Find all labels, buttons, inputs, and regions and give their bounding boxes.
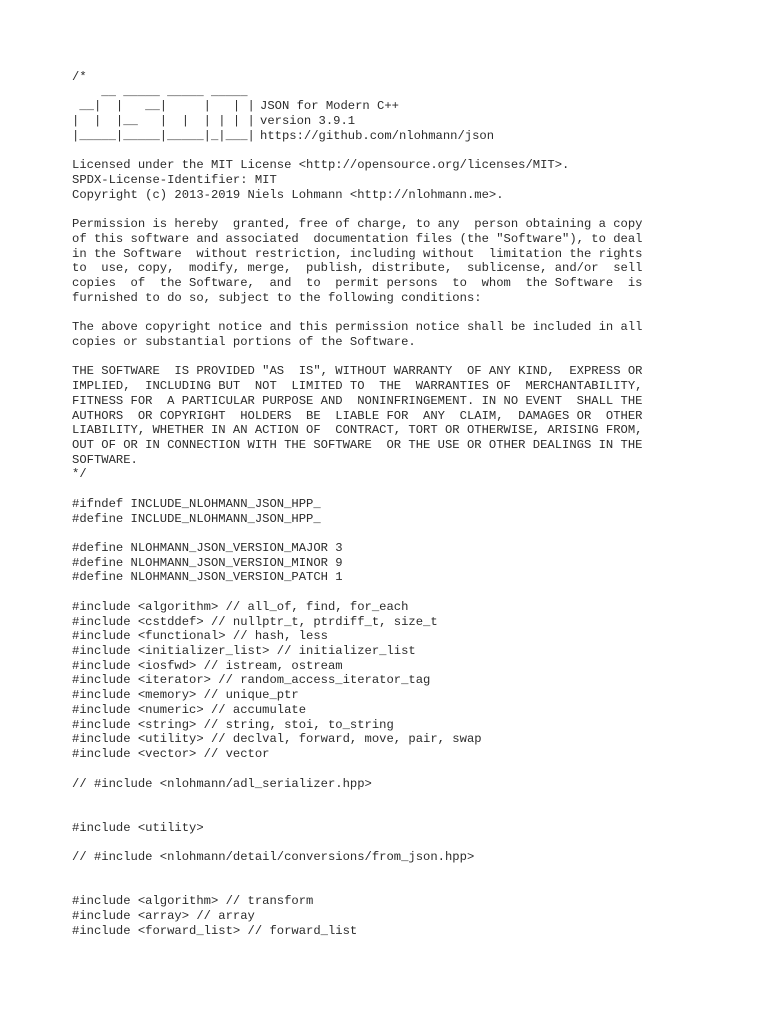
include-line: #include <utility> // declval, forward, move, pair, swap bbox=[72, 732, 482, 747]
warranty-line: AUTHORS OR COPYRIGHT HOLDERS BE LIABLE FOR ANY CLAIM, DAMAGES OR OTHER bbox=[72, 408, 643, 423]
warranty-line: FITNESS FOR A PARTICULAR PURPOSE AND NONINFRINGEMENT. IN NO EVENT SHALL THE bbox=[72, 393, 643, 408]
warranty-line: IMPLIED, INCLUDING BUT NOT LIMITED TO THE WARRANTIES OF MERCHANTABILITY, bbox=[72, 379, 643, 394]
license-line: SPDX-License-Identifier: MIT bbox=[72, 173, 277, 188]
logo-art-line: | | |__ | | | | | | bbox=[72, 114, 255, 129]
from-json-comment: // #include <nlohmann/detail/conversions/from_json.hpp> bbox=[72, 850, 475, 865]
logo-url: https://github.com/nlohmann/json bbox=[260, 128, 495, 143]
include-line: #include <numeric> // accumulate bbox=[72, 702, 307, 717]
warranty-line: LIABILITY, WHETHER IN AN ACTION OF CONTRACT, TORT OR OTHERWISE, ARISING FROM, bbox=[72, 423, 643, 438]
include-line: #include <vector> // vector bbox=[72, 747, 270, 762]
include-line: #include <initializer_list> // initializer_list bbox=[72, 644, 416, 659]
logo-art-line: |_____|_____|_____|_|___| bbox=[72, 128, 255, 143]
version-define-line: #define NLOHMANN_JSON_VERSION_MINOR 9 bbox=[72, 555, 343, 570]
comment-close: */ bbox=[72, 467, 87, 482]
comment-open: /* bbox=[72, 70, 87, 84]
guard-line: #ifndef INCLUDE_NLOHMANN_JSON_HPP_ bbox=[72, 496, 321, 511]
warranty-line: OUT OF OR IN CONNECTION WITH THE SOFTWARE OR THE USE OR OTHER DEALINGS IN THE bbox=[72, 437, 643, 452]
guard-line: #define INCLUDE_NLOHMANN_JSON_HPP_ bbox=[72, 511, 321, 526]
license-line: Copyright (c) 2013-2019 Niels Lohmann <http://nlohmann.me>. bbox=[72, 187, 504, 202]
include-line: #include <algorithm> // transform bbox=[72, 894, 314, 909]
include-line: #include <iosfwd> // istream, ostream bbox=[72, 658, 343, 673]
logo-art-line: __| | __| | | | bbox=[72, 99, 255, 114]
ascii-logo-block bbox=[72, 85, 732, 144]
logo-version: version 3.9.1 bbox=[260, 114, 356, 129]
adl-serializer-comment: // #include <nlohmann/adl_serializer.hpp> bbox=[72, 776, 372, 791]
includes-block-2 bbox=[72, 894, 732, 938]
include-line: #include <memory> // unique_ptr bbox=[72, 688, 299, 703]
warranty-paragraph bbox=[72, 364, 732, 467]
include-line: #include <array> // array bbox=[72, 908, 255, 923]
version-define-line: #define NLOHMANN_JSON_VERSION_MAJOR 3 bbox=[72, 541, 343, 555]
include-guard-block bbox=[72, 497, 732, 526]
include-line: #include <forward_list> // forward_list bbox=[72, 923, 358, 938]
include-line: #include <algorithm> // all_of, find, for_each bbox=[72, 599, 409, 614]
version-defines-block bbox=[72, 541, 732, 585]
version-define-line: #define NLOHMANN_JSON_VERSION_PATCH 1 bbox=[72, 570, 343, 585]
utility-include: #include <utility> bbox=[72, 820, 204, 835]
include-line: #include <functional> // hash, less bbox=[72, 629, 328, 644]
notice-line: copies or substantial portions of the Software. bbox=[72, 334, 416, 349]
logo-title: JSON for Modern C++ bbox=[260, 99, 399, 114]
warranty-line: SOFTWARE. bbox=[72, 452, 138, 467]
license-line: Licensed under the MIT License <http://opensource.org/licenses/MIT>. bbox=[72, 158, 570, 173]
permission-line: in the Software without restriction, including without limitation the rights bbox=[72, 246, 643, 261]
notice-paragraph bbox=[72, 320, 732, 349]
warranty-line: THE SOFTWARE IS PROVIDED "AS IS", WITHOUT WARRANTY OF ANY KIND, EXPRESS OR bbox=[72, 364, 643, 379]
permission-line: of this software and associated documentation files (the "Software"), to deal bbox=[72, 231, 643, 246]
permission-line: furnished to do so, subject to the following conditions: bbox=[72, 290, 482, 305]
notice-line: The above copyright notice and this permission notice shall be included in all bbox=[72, 320, 643, 335]
permission-line: to use, copy, modify, merge, publish, distribute, sublicense, and/or sell bbox=[72, 261, 643, 276]
permission-line: copies of the Software, and to permit persons to whom the Software is bbox=[72, 276, 643, 291]
include-line: #include <iterator> // random_access_iterator_tag bbox=[72, 673, 431, 688]
logo-art-line: __ _____ _____ _____ bbox=[72, 84, 248, 99]
document-page bbox=[72, 70, 732, 938]
includes-block-1 bbox=[72, 600, 732, 762]
permission-paragraph bbox=[72, 217, 732, 305]
license-block bbox=[72, 158, 732, 202]
include-line: #include <cstddef> // nullptr_t, ptrdiff_t, size_t bbox=[72, 614, 438, 629]
include-line: #include <string> // string, stoi, to_string bbox=[72, 717, 394, 732]
permission-line: Permission is hereby granted, free of charge, to any person obtaining a copy bbox=[72, 217, 643, 232]
